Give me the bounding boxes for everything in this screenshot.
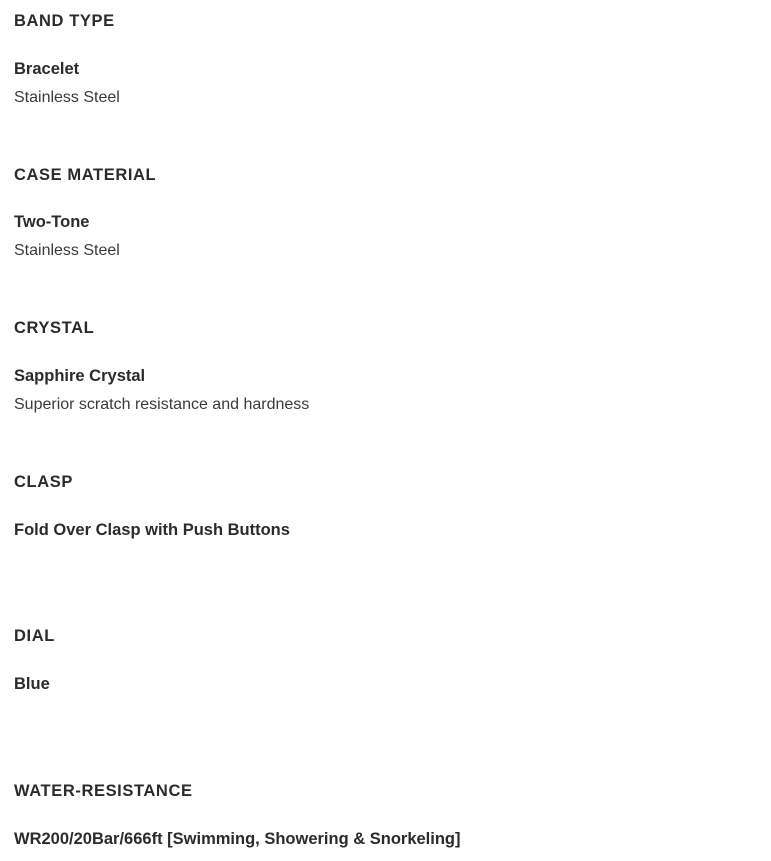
spec-band-type [14, 12, 757, 108]
spacer [14, 339, 757, 367]
spacer [14, 108, 757, 166]
spec-label: CRYSTAL [14, 319, 95, 338]
spec-label: BAND TYPE [14, 12, 115, 30]
spec-value: Bracelet [14, 59, 80, 78]
spec-label: DIAL [14, 627, 55, 646]
spec-note: Stainless Steel [14, 88, 120, 106]
spec-value: Two-Tone [14, 213, 90, 232]
spacer [14, 695, 757, 753]
spec-dial [14, 627, 757, 695]
spec-label: CLASP [14, 472, 73, 491]
spacer [14, 802, 757, 830]
spec-case-material [14, 166, 757, 262]
spacer [14, 540, 757, 598]
spacer [14, 233, 757, 241]
spacer [14, 647, 757, 675]
spec-value: Sapphire Crystal [14, 366, 146, 385]
spec-note: Stainless Steel [14, 242, 120, 260]
spec-label: WATER-RESISTANCE [14, 781, 193, 800]
spacer [14, 185, 757, 213]
spacer [14, 753, 757, 782]
spec-value: Blue [14, 675, 50, 694]
spacer [14, 493, 757, 521]
spacer [14, 415, 757, 473]
spec-clasp [14, 473, 757, 541]
spacer [14, 80, 757, 88]
top-spacer [14, 0, 757, 12]
spec-value: WR200/20Bar/666ft [Swimming, Showering & Snorkeling] [14, 829, 461, 848]
spacer [14, 261, 757, 319]
spacer [14, 598, 757, 627]
spec-crystal [14, 319, 757, 415]
spec-value: Fold Over Clasp with Push Buttons [14, 520, 290, 539]
spacer [14, 387, 757, 395]
spacer [14, 32, 757, 60]
spec-note: Superior scratch resistance and hardness [14, 395, 310, 413]
spec-label: CASE MATERIAL [14, 165, 157, 184]
spec-water-resistance [14, 782, 757, 850]
